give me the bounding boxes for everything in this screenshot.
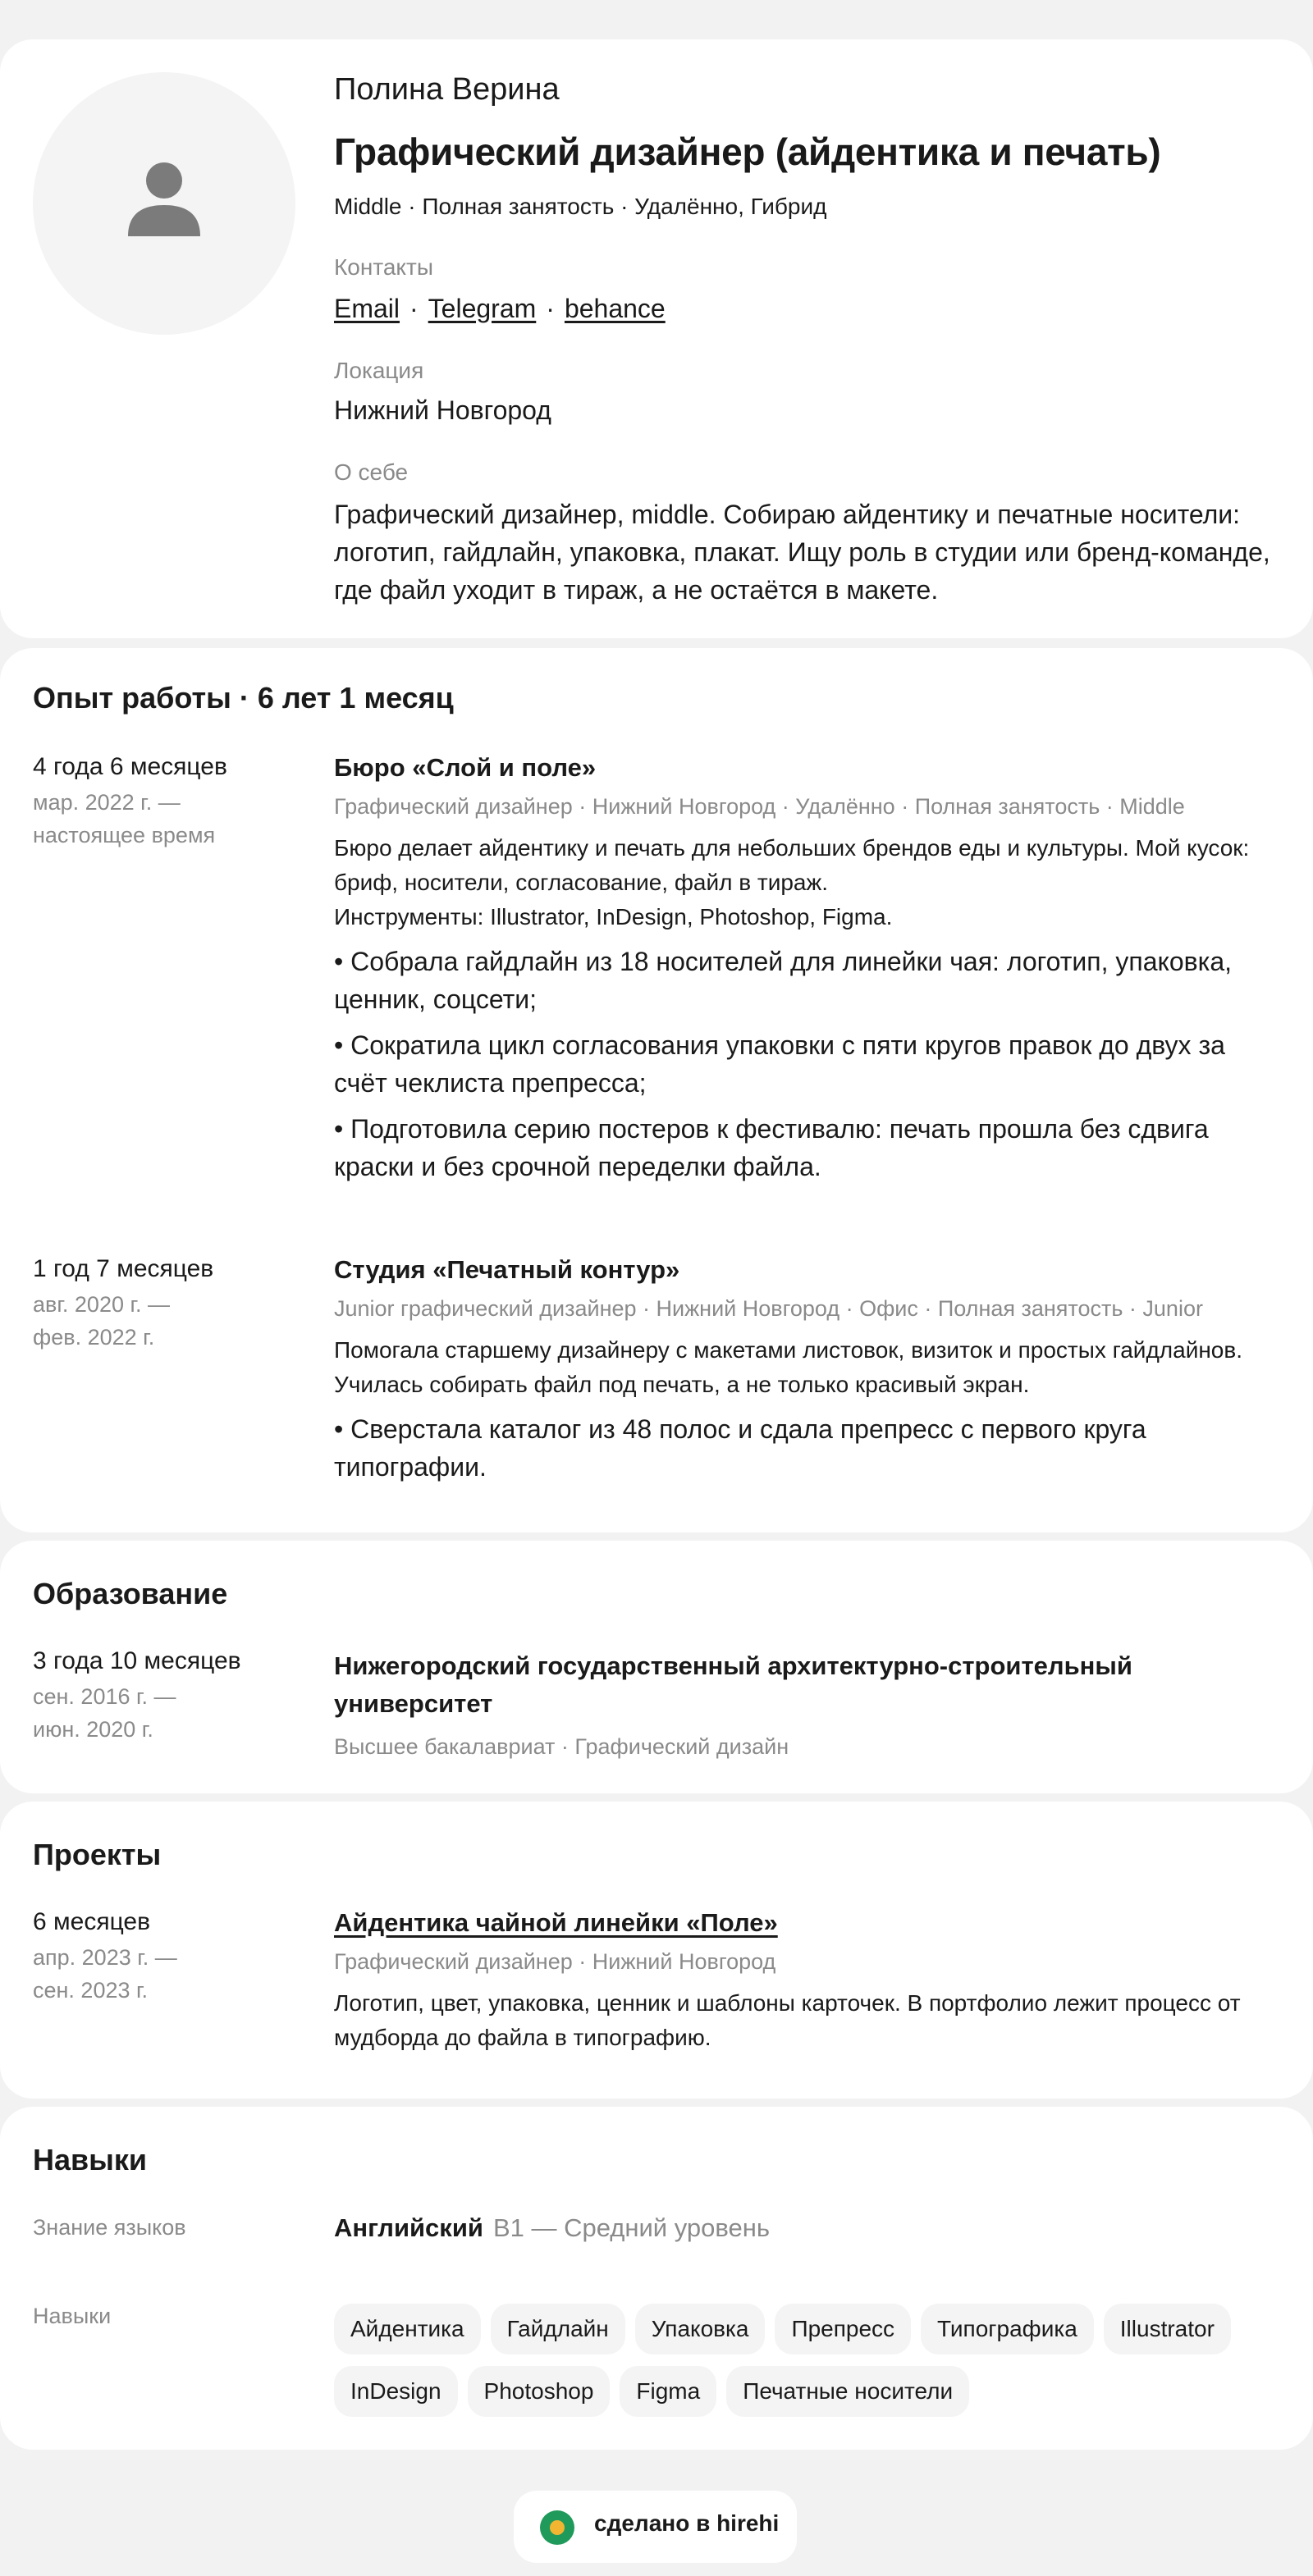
period-end: июн. 2020 г.	[33, 1717, 153, 1742]
email-link[interactable]: Email	[334, 294, 400, 323]
period-start: сен. 2016 г. —	[33, 1684, 176, 1709]
user-icon	[128, 161, 200, 240]
company-name: Бюро «Слой и поле»	[334, 753, 597, 782]
skills-caption: Навыки	[33, 2304, 112, 2328]
job-entry	[334, 753, 1286, 1185]
projects-title: Проекты	[33, 1838, 162, 1871]
about-text: Графический дизайнер, middle. Собираю айдентику и печатные носители: логотип, гайдлайн, упаковка, плакат. Ищу роль в студии или бренд-команде, где файл уходит в тираж, а не остаётся в макете.	[334, 500, 1270, 605]
skill-tag: Препресс	[775, 2304, 911, 2354]
job-bullet: • Собрала гайдлайн из 18 носителей для линейки чая: логотип, упаковка, ценник, соцсети;	[334, 947, 1233, 1014]
project-dates	[33, 1908, 312, 2007]
made-in-hirehi-badge[interactable]	[514, 2491, 797, 2563]
skill-tag: Айдентика	[334, 2304, 481, 2354]
contacts-list	[334, 294, 666, 324]
job-meta: Junior графический дизайнер · Нижний Новгород · Офис · Полная занятость · Junior	[334, 1296, 1203, 1321]
period-start: мар. 2022 г. —	[33, 790, 181, 815]
skill-tags	[334, 2304, 1278, 2428]
education-title: Образование	[33, 1577, 228, 1610]
skills-title: Навыки	[33, 2143, 148, 2176]
period-start: авг. 2020 г. —	[33, 1292, 171, 1317]
job-period	[33, 1288, 312, 1354]
behance-link[interactable]: behance	[564, 294, 666, 323]
contacts-caption: Контакты	[334, 254, 433, 280]
period-end: фев. 2022 г.	[33, 1325, 155, 1350]
skill-tag: Illustrator	[1104, 2304, 1231, 2354]
hirehi-logo-icon	[540, 2510, 574, 2545]
location-caption: Локация	[334, 358, 424, 383]
contact-separator: ·	[546, 294, 555, 323]
job-meta: Графический дизайнер · Нижний Новгород · Удалённо · Полная занятость · Middle	[334, 794, 1185, 819]
project-duration: 6 месяцев	[33, 1908, 151, 1935]
project-link[interactable]: Айдентика чайной линейки «Поле»	[334, 1908, 778, 1937]
education-meta: Высшее бакалавриат · Графический дизайн	[334, 1734, 789, 1759]
job-bullet: • Сверстала каталог из 48 полос и сдала препресс с первого круга типографии.	[334, 1414, 1146, 1482]
skill-tag: Упаковка	[635, 2304, 766, 2354]
job-bullet: • Сократила цикл согласования упаковки с пяти кругов правок до двух за счёт чеклиста препресса;	[334, 1030, 1225, 1098]
project-entry	[334, 1908, 1270, 2055]
profile-name: Полина Верина	[334, 72, 560, 107]
job-dates	[33, 1255, 312, 1354]
job-tools: Инструменты: Illustrator, InDesign, Photoshop, Figma.	[334, 904, 893, 929]
skill-tag: Гайдлайн	[491, 2304, 625, 2354]
education-period	[33, 1680, 312, 1746]
language-name: Английский	[334, 2213, 483, 2242]
job-period	[33, 786, 312, 852]
education-dates	[33, 1647, 312, 1746]
experience-card	[0, 648, 1313, 1532]
profile-title: Графический дизайнер (айдентика и печать)	[334, 130, 1161, 173]
job-bullet: • Подготовила серию постеров к фестивалю: печать прошла без сдвига краски и без срочной переделки файла.	[334, 1114, 1209, 1181]
job-entry	[334, 1255, 1286, 1486]
skill-tag: Figma	[620, 2366, 716, 2417]
project-period	[33, 1941, 312, 2007]
telegram-link[interactable]: Telegram	[428, 294, 537, 323]
education-duration: 3 года 10 месяцев	[33, 1647, 241, 1674]
job-description-text: Бюро делает айдентику и печать для небольших брендов еды и культуры. Мой кусок: бриф, носители, согласование, файл в тираж.	[334, 835, 1250, 895]
education-card	[0, 1541, 1313, 1793]
project-description: Логотип, цвет, упаковка, ценник и шаблоны карточек. В портфолио лежит процесс от мудборда до файла в типографию.	[334, 1990, 1241, 2050]
period-end: сен. 2023 г.	[33, 1978, 149, 2003]
company-name: Студия «Печатный контур»	[334, 1255, 680, 1284]
about-caption: О себе	[334, 459, 409, 485]
job-duration: 4 года 6 месяцев	[33, 753, 227, 780]
skill-tag: InDesign	[334, 2366, 458, 2417]
languages-caption: Знание языков	[33, 2215, 186, 2240]
projects-card	[0, 1802, 1313, 2099]
experience-title: Опыт работы · 6 лет 1 месяц	[33, 681, 454, 715]
job-description	[334, 831, 1286, 934]
language-level: B1 — Средний уровень	[492, 2213, 770, 2242]
language-entry	[334, 2213, 1286, 2243]
institution-name: Нижегородский государственный архитектурно-строительный университет	[334, 1651, 1132, 1718]
skills-card	[0, 2107, 1313, 2450]
skill-tag: Типографика	[921, 2304, 1094, 2354]
period-end: настоящее время	[33, 823, 216, 847]
profile-meta: Middle · Полная занятость · Удалённо, Гибрид	[334, 194, 827, 219]
education-entry	[334, 1647, 1187, 1760]
avatar	[33, 72, 295, 335]
contact-separator: ·	[409, 294, 419, 323]
skill-tag: Печатные носители	[726, 2366, 969, 2417]
job-description: Помогала старшему дизайнеру с макетами листовок, визиток и простых гайдлайнов. Училась собирать файл под печать, а не только красивый экран.	[334, 1337, 1243, 1397]
period-start: апр. 2023 г. —	[33, 1945, 177, 1970]
project-meta: Графический дизайнер · Нижний Новгород	[334, 1949, 776, 1974]
job-duration: 1 год 7 месяцев	[33, 1255, 214, 1282]
profile-card	[0, 39, 1313, 638]
skill-tag: Photoshop	[468, 2366, 611, 2417]
job-dates	[33, 753, 312, 852]
badge-text: сделано в hirehi	[594, 2510, 780, 2536]
location-value: Нижний Новгород	[334, 395, 551, 425]
